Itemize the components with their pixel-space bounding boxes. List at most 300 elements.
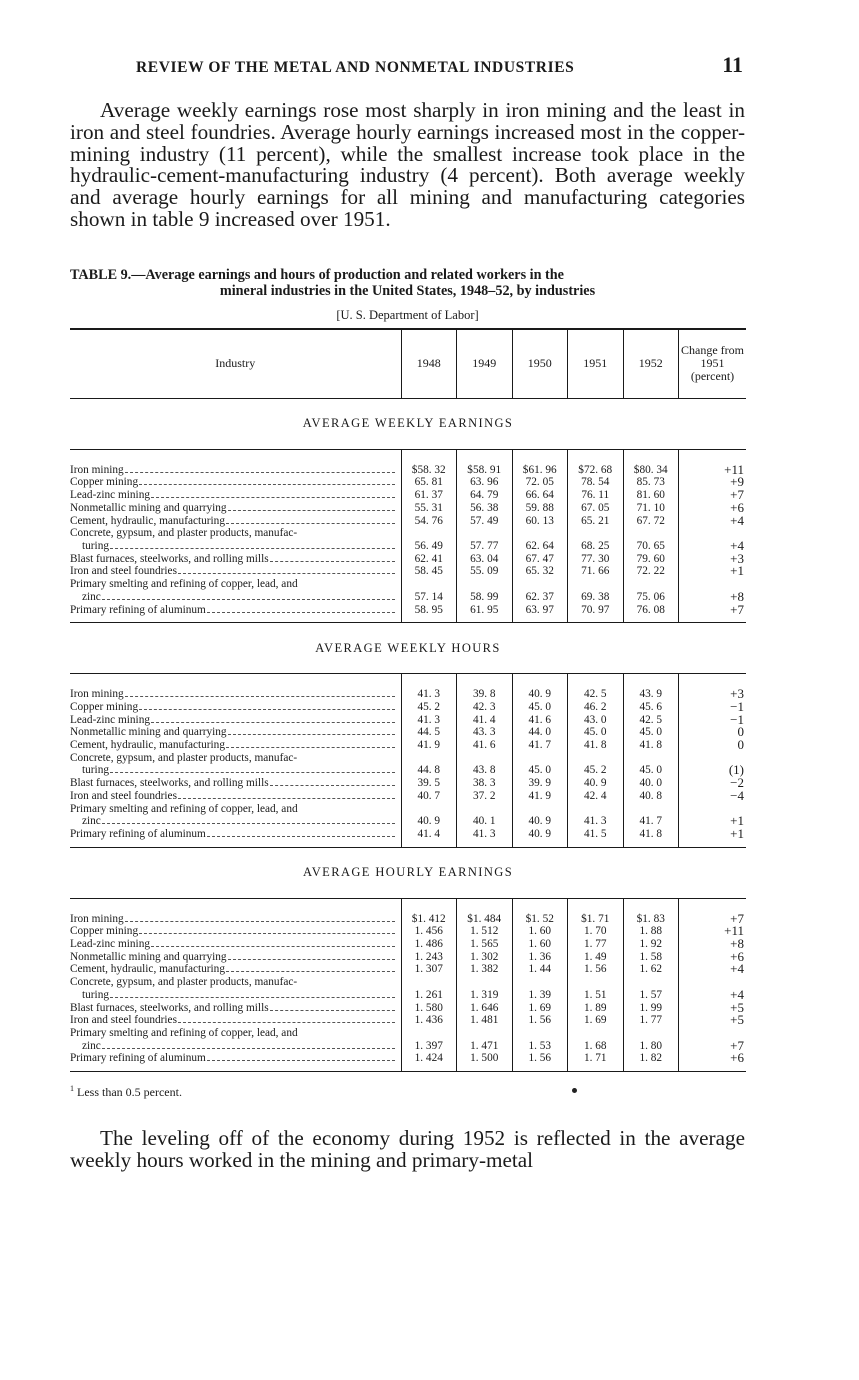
value-cell: $58. 91 <box>457 464 513 477</box>
industry-cell <box>70 828 401 847</box>
table-footnote <box>70 1084 745 1106</box>
value-cell: 1. 565 <box>457 938 513 951</box>
value-cell: 1. 60 <box>512 925 568 938</box>
industry-cell <box>70 1027 401 1052</box>
dot-leader <box>207 612 395 613</box>
value-cell: 40. 0 <box>623 777 679 790</box>
dot-leader <box>139 709 394 710</box>
spacer-cell <box>623 898 679 913</box>
ink-speck <box>572 1088 577 1093</box>
body-paragraph-bottom: The leveling off of the economy during 1952 is reflected in the average weekly hours worked in the mining and primary-metal <box>70 1126 745 1172</box>
value-cell: 67. 72 <box>623 515 679 528</box>
value-cell: 60. 13 <box>512 515 568 528</box>
table-row <box>70 1027 746 1052</box>
industry-cell <box>70 938 401 951</box>
change-cell: +4 <box>679 515 747 528</box>
value-cell: $1. 83 <box>623 913 679 926</box>
table-row <box>70 714 746 727</box>
table-body <box>70 398 746 1071</box>
value-cell: 41. 3 <box>457 828 513 847</box>
spacer-cell <box>70 674 401 689</box>
spacer-cell <box>623 674 679 689</box>
value-cell: 45. 0 <box>623 726 679 739</box>
value-cell: 1. 56 <box>512 1052 568 1071</box>
section-heading-row <box>70 847 746 898</box>
industry-name <box>70 502 397 515</box>
value-cell: 61. 37 <box>401 489 457 502</box>
dot-leader <box>226 971 395 972</box>
dot-leader <box>226 523 395 524</box>
value-cell: 1. 69 <box>512 1002 568 1015</box>
industry-name <box>70 777 397 790</box>
value-cell: 1. 69 <box>568 1014 624 1027</box>
col-header-1951: 1951 <box>568 329 624 399</box>
value-cell: 1. 44 <box>512 963 568 976</box>
change-cell: +7 <box>679 1027 747 1052</box>
change-cell: +5 <box>679 1014 747 1027</box>
change-cell: +4 <box>679 527 747 552</box>
dot-leader <box>110 997 395 998</box>
industry-cell <box>70 464 401 477</box>
value-cell: 63. 97 <box>512 604 568 623</box>
value-cell: 40. 8 <box>623 790 679 803</box>
value-cell: 1. 56 <box>568 963 624 976</box>
industry-name-text: Copper mining <box>70 700 139 713</box>
value-cell: 1. 397 <box>401 1027 457 1052</box>
value-cell: 40. 9 <box>512 828 568 847</box>
industry-cell <box>70 527 401 552</box>
dot-leader <box>228 510 395 511</box>
value-cell: 65. 81 <box>401 476 457 489</box>
change-cell: +11 <box>679 464 747 477</box>
value-cell: $1. 71 <box>568 913 624 926</box>
value-cell: 71. 66 <box>568 565 624 578</box>
value-cell: 1. 53 <box>512 1027 568 1052</box>
change-cell: +6 <box>679 502 747 515</box>
table-row <box>70 913 746 926</box>
spacer-cell <box>623 449 679 464</box>
change-cell: (1) <box>679 752 747 777</box>
section-heading-row <box>70 623 746 674</box>
value-cell: 56. 49 <box>401 527 457 552</box>
table-row <box>70 726 746 739</box>
value-cell: 56. 38 <box>457 502 513 515</box>
value-cell: 77. 30 <box>568 553 624 566</box>
industry-cell <box>70 1052 401 1071</box>
value-cell: 1. 436 <box>401 1014 457 1027</box>
value-cell: 1. 382 <box>457 963 513 976</box>
industry-name <box>70 739 397 752</box>
value-cell: $61. 96 <box>512 464 568 477</box>
value-cell: $1. 484 <box>457 913 513 926</box>
industry-cell <box>70 1002 401 1015</box>
value-cell: 39. 8 <box>457 688 513 701</box>
industry-name-line-1: Concrete, gypsum, and plaster products, manufac- <box>70 527 298 540</box>
industry-name <box>70 989 397 1002</box>
value-cell: 41. 3 <box>401 714 457 727</box>
dot-leader <box>270 561 395 562</box>
industry-name-text: zinc <box>82 590 101 603</box>
spacer-cell <box>568 898 624 913</box>
value-cell: 72. 22 <box>623 565 679 578</box>
value-cell: 1. 77 <box>568 938 624 951</box>
value-cell: 1. 500 <box>457 1052 513 1071</box>
industry-name-text: Nonmetallic mining and quarrying <box>70 501 227 514</box>
dot-leader <box>178 573 395 574</box>
industry-name <box>70 925 397 938</box>
value-cell: 57. 77 <box>457 527 513 552</box>
table-title-line-1: TABLE 9.—Average earnings and hours of production and related workers in the <box>70 266 564 283</box>
industry-name <box>70 1014 397 1027</box>
table-row <box>70 553 746 566</box>
value-cell: 1. 80 <box>623 1027 679 1052</box>
industry-name-text: Iron and steel foundries <box>70 565 177 578</box>
industry-name-text: Primary refining of aluminum <box>70 603 206 616</box>
dot-leader <box>151 497 395 498</box>
industry-cell <box>70 925 401 938</box>
value-cell: 76. 11 <box>568 489 624 502</box>
value-cell: 1. 70 <box>568 925 624 938</box>
change-cell: +7 <box>679 913 747 926</box>
industry-cell <box>70 688 401 701</box>
value-cell: 58. 95 <box>401 604 457 623</box>
spacer-cell <box>512 674 568 689</box>
industry-name <box>70 464 397 477</box>
section-spacer-row <box>70 449 746 464</box>
value-cell: 41. 7 <box>512 739 568 752</box>
value-cell: 41. 8 <box>623 828 679 847</box>
value-cell: 1. 646 <box>457 1002 513 1015</box>
table-row <box>70 976 746 1001</box>
industry-name-text: zinc <box>82 815 101 828</box>
value-cell: 62. 37 <box>512 578 568 603</box>
value-cell: 75. 06 <box>623 578 679 603</box>
table-row <box>70 739 746 752</box>
value-cell: 70. 97 <box>568 604 624 623</box>
dot-leader <box>151 946 395 947</box>
change-cell: +9 <box>679 476 747 489</box>
table-title-line-2: mineral industries in the United States, 1948–52, by industries <box>219 282 596 299</box>
value-cell: 62. 64 <box>512 527 568 552</box>
dot-leader <box>125 921 395 922</box>
value-cell: 41. 3 <box>401 688 457 701</box>
earnings-hours-table <box>70 328 746 1072</box>
table-row <box>70 938 746 951</box>
industry-name <box>70 1040 397 1053</box>
value-cell: 1. 71 <box>568 1052 624 1071</box>
value-cell: 1. 68 <box>568 1027 624 1052</box>
value-cell: 44. 5 <box>401 726 457 739</box>
change-cell: +3 <box>679 553 747 566</box>
industry-name-text: Cement, hydraulic, manufacturing <box>70 514 225 527</box>
industry-name-text: Iron mining <box>70 912 124 925</box>
table-row <box>70 476 746 489</box>
value-cell: 41. 9 <box>512 790 568 803</box>
change-cell: +7 <box>679 604 747 623</box>
value-cell: $80. 34 <box>623 464 679 477</box>
dot-leader <box>178 1022 395 1023</box>
industry-name <box>70 565 397 578</box>
table-row <box>70 515 746 528</box>
col-header-1952: 1952 <box>623 329 679 399</box>
value-cell: 65. 32 <box>512 565 568 578</box>
value-cell: 1. 60 <box>512 938 568 951</box>
value-cell: 79. 60 <box>623 553 679 566</box>
industry-name-text: Blast furnaces, steelworks, and rolling mills <box>70 777 269 790</box>
industry-cell <box>70 714 401 727</box>
industry-name <box>70 701 397 714</box>
spacer-cell <box>457 449 513 464</box>
value-cell: 70. 65 <box>623 527 679 552</box>
value-cell: 1. 481 <box>457 1014 513 1027</box>
value-cell: 41. 8 <box>623 739 679 752</box>
industry-name-text: Cement, hydraulic, manufacturing <box>70 963 225 976</box>
value-cell: 38. 3 <box>457 777 513 790</box>
value-cell: 44. 8 <box>401 752 457 777</box>
value-cell: 81. 60 <box>623 489 679 502</box>
spacer-cell <box>70 449 401 464</box>
section-heading: AVERAGE WEEKLY EARNINGS <box>70 398 746 449</box>
value-cell: 44. 0 <box>512 726 568 739</box>
industry-name-text: Primary refining of aluminum <box>70 1052 206 1065</box>
industry-name <box>70 790 397 803</box>
industry-cell <box>70 752 401 777</box>
industry-name <box>70 515 397 528</box>
industry-name-text: Lead-zinc mining <box>70 489 150 502</box>
industry-cell <box>70 515 401 528</box>
value-cell: 41. 8 <box>568 739 624 752</box>
value-cell: 1. 57 <box>623 976 679 1001</box>
dot-leader <box>228 734 395 735</box>
change-cell: +6 <box>679 951 747 964</box>
industry-name <box>70 489 397 502</box>
industry-cell <box>70 726 401 739</box>
table-row <box>70 502 746 515</box>
value-cell: 71. 10 <box>623 502 679 515</box>
industry-name-line-1: Concrete, gypsum, and plaster products, manufac- <box>70 751 298 764</box>
value-cell: 40. 9 <box>512 803 568 828</box>
table-row <box>70 1014 746 1027</box>
value-cell: 45. 0 <box>512 752 568 777</box>
industry-name-text: turing <box>82 988 109 1001</box>
value-cell: 43. 0 <box>568 714 624 727</box>
value-cell: 68. 25 <box>568 527 624 552</box>
value-cell: 41. 7 <box>623 803 679 828</box>
value-cell: 1. 92 <box>623 938 679 951</box>
value-cell: $58. 32 <box>401 464 457 477</box>
dot-leader <box>125 696 395 697</box>
value-cell: 63. 96 <box>457 476 513 489</box>
value-cell: 43. 3 <box>457 726 513 739</box>
change-cell: −4 <box>679 790 747 803</box>
section-heading: AVERAGE HOURLY EARNINGS <box>70 847 746 898</box>
value-cell: 59. 88 <box>512 502 568 515</box>
industry-name <box>70 951 397 964</box>
industry-name-text: Iron and steel foundries <box>70 1014 177 1027</box>
section-heading-row <box>70 398 746 449</box>
running-head-title: REVIEW OF THE METAL AND NONMETAL INDUSTRIES <box>136 59 575 76</box>
dot-leader <box>151 722 395 723</box>
value-cell: 66. 64 <box>512 489 568 502</box>
value-cell: 63. 04 <box>457 553 513 566</box>
section-spacer-row <box>70 674 746 689</box>
value-cell: 1. 261 <box>401 976 457 1001</box>
industry-cell <box>70 803 401 828</box>
table-row <box>70 925 746 938</box>
industry-name-line-1: Concrete, gypsum, and plaster products, manufac- <box>70 976 298 989</box>
body-paragraph-top: Average weekly earnings rose most sharply in iron mining and the least in iron and steel foundries. Average hourly earnings increased most in the copper-mining industry (11 percent), while the smallest increase took place in the hydraulic-cement-manufacturing industry (4 percent). Both average weekly and average hourly earnings for all mining and manufacturing categories shown in table 9 increased over 1951. <box>70 98 745 231</box>
change-cell: +6 <box>679 1052 747 1071</box>
industry-name-text: zinc <box>82 1039 101 1052</box>
value-cell: 58. 45 <box>401 565 457 578</box>
industry-cell <box>70 1014 401 1027</box>
value-cell: 1. 243 <box>401 951 457 964</box>
industry-name-text: turing <box>82 764 109 777</box>
industry-cell <box>70 976 401 1001</box>
value-cell: 58. 99 <box>457 578 513 603</box>
value-cell: 1. 77 <box>623 1014 679 1027</box>
value-cell: 1. 471 <box>457 1027 513 1052</box>
change-cell: 0 <box>679 726 747 739</box>
industry-cell <box>70 963 401 976</box>
col-header-1950: 1950 <box>512 329 568 399</box>
industry-name-text: Blast furnaces, steelworks, and rolling mills <box>70 1001 269 1014</box>
value-cell: 41. 9 <box>401 739 457 752</box>
spacer-cell <box>512 449 568 464</box>
value-cell: 1. 39 <box>512 976 568 1001</box>
value-cell: 46. 2 <box>568 701 624 714</box>
spacer-cell <box>512 898 568 913</box>
value-cell: 85. 73 <box>623 476 679 489</box>
industry-cell <box>70 502 401 515</box>
value-cell: 67. 47 <box>512 553 568 566</box>
table-row <box>70 1002 746 1015</box>
spacer-cell <box>568 674 624 689</box>
change-cell: +1 <box>679 565 747 578</box>
value-cell: 41. 5 <box>568 828 624 847</box>
value-cell: 55. 31 <box>401 502 457 515</box>
table-row <box>70 828 746 847</box>
industry-cell <box>70 565 401 578</box>
industry-name <box>70 726 397 739</box>
spacer-cell <box>568 449 624 464</box>
industry-name-text: Cement, hydraulic, manufacturing <box>70 739 225 752</box>
dot-leader <box>207 1060 395 1061</box>
table-row <box>70 565 746 578</box>
value-cell: 45. 2 <box>401 701 457 714</box>
value-cell: 40. 7 <box>401 790 457 803</box>
industry-cell <box>70 951 401 964</box>
industry-name <box>70 553 397 566</box>
value-cell: 1. 49 <box>568 951 624 964</box>
industry-name <box>70 476 397 489</box>
industry-name <box>70 714 397 727</box>
table-source: [U. S. Department of Labor] <box>336 307 479 322</box>
value-cell: 1. 51 <box>568 976 624 1001</box>
industry-cell <box>70 476 401 489</box>
value-cell: 41. 6 <box>457 739 513 752</box>
industry-name <box>70 688 397 701</box>
value-cell: 57. 14 <box>401 578 457 603</box>
value-cell: 69. 38 <box>568 578 624 603</box>
value-cell: 1. 302 <box>457 951 513 964</box>
value-cell: 1. 88 <box>623 925 679 938</box>
value-cell: 39. 9 <box>512 777 568 790</box>
table-header-row <box>70 329 746 399</box>
table-row <box>70 1052 746 1071</box>
industry-name-line-1: Primary smelting and refining of copper, lead, and <box>70 578 298 591</box>
industry-name-line-1: Primary smelting and refining of copper, lead, and <box>70 802 298 815</box>
value-cell: 42. 5 <box>568 688 624 701</box>
industry-name-text: Copper mining <box>70 476 139 489</box>
value-cell: 1. 319 <box>457 976 513 1001</box>
value-cell: 1. 424 <box>401 1052 457 1071</box>
col-header-1948: 1948 <box>401 329 457 399</box>
value-cell: 37. 2 <box>457 790 513 803</box>
value-cell: 67. 05 <box>568 502 624 515</box>
dot-leader <box>270 785 395 786</box>
value-cell: 41. 6 <box>512 714 568 727</box>
industry-cell <box>70 790 401 803</box>
value-cell: 61. 95 <box>457 604 513 623</box>
industry-name-line-1: Primary smelting and refining of copper, lead, and <box>70 1026 298 1039</box>
value-cell: 1. 89 <box>568 1002 624 1015</box>
change-cell: +1 <box>679 828 747 847</box>
change-cell: −2 <box>679 777 747 790</box>
industry-name <box>70 604 397 617</box>
table-row <box>70 963 746 976</box>
table-row <box>70 701 746 714</box>
change-cell: +11 <box>679 925 747 938</box>
table-row <box>70 489 746 502</box>
industry-cell <box>70 553 401 566</box>
table-row <box>70 578 746 603</box>
value-cell: 1. 58 <box>623 951 679 964</box>
value-cell: 45. 0 <box>623 752 679 777</box>
industry-name <box>70 764 397 777</box>
industry-name <box>70 1002 397 1015</box>
industry-cell <box>70 489 401 502</box>
change-cell: +8 <box>679 938 747 951</box>
spacer-cell <box>70 898 401 913</box>
value-cell: 65. 21 <box>568 515 624 528</box>
change-cell: +1 <box>679 803 747 828</box>
value-cell: 39. 5 <box>401 777 457 790</box>
table-row <box>70 777 746 790</box>
value-cell: 62. 41 <box>401 553 457 566</box>
industry-name <box>70 591 397 604</box>
value-cell: 1. 36 <box>512 951 568 964</box>
dot-leader <box>110 772 395 773</box>
running-head <box>70 52 745 82</box>
value-cell: 41. 3 <box>568 803 624 828</box>
table-row <box>70 464 746 477</box>
value-cell: 42. 4 <box>568 790 624 803</box>
value-cell: 72. 05 <box>512 476 568 489</box>
value-cell: $72. 68 <box>568 464 624 477</box>
industry-name <box>70 540 397 553</box>
industry-name <box>70 938 397 951</box>
value-cell: 54. 76 <box>401 515 457 528</box>
change-cell: −1 <box>679 701 747 714</box>
industry-cell <box>70 739 401 752</box>
industry-name-text: Iron mining <box>70 463 124 476</box>
value-cell: 1. 307 <box>401 963 457 976</box>
spacer-cell <box>401 449 457 464</box>
industry-name <box>70 828 397 841</box>
document-page <box>70 52 745 1172</box>
value-cell: 45. 2 <box>568 752 624 777</box>
